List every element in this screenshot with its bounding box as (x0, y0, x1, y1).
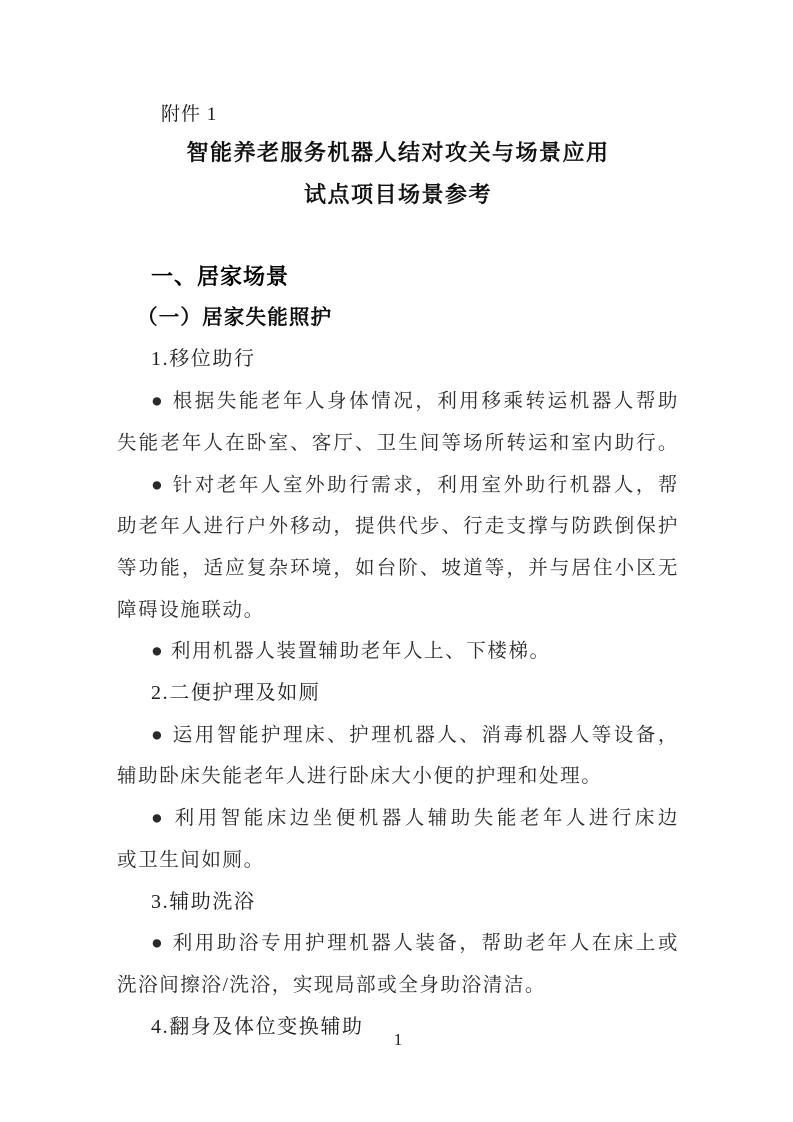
document-title-line-2: 试点项目场景参考 (303, 182, 492, 207)
bullet-paragraph-line: ● 利用助浴专用护理机器人装备，帮助老年人在床上或 (151, 933, 679, 955)
bullet-paragraph-line: ● 运用智能护理床、护理机器人、消毒机器人等设备， (151, 724, 679, 746)
bullet-paragraph-line: ● 利用机器人装置辅助老年人上、下楼梯。 (151, 641, 551, 663)
paragraph-line: 失能老年人在卧室、客厅、卫生间等场所转运和室内助行。 (117, 432, 679, 454)
paragraph-line: 或卫生间如厕。 (117, 849, 265, 871)
bullet-paragraph-line: ● 针对老年人室外助行需求，利用室外助行机器人，帮 (151, 474, 679, 496)
subsection-heading: （一）居家失能照护 (137, 306, 333, 329)
bullet-paragraph-line: ● 利用智能床边坐便机器人辅助失能老年人进行床边 (151, 808, 679, 830)
paragraph-line: 辅助卧床失能老年人进行卧床大小便的护理和处理。 (117, 766, 603, 788)
paragraph-line: 等功能，适应复杂环境，如台阶、坡道等，并与居住小区无 (117, 557, 679, 579)
paragraph-line: 洗浴间擦浴/洗浴，实现局部或全身助浴清洁。 (117, 974, 547, 996)
page-number: 1 (393, 1030, 403, 1049)
document-body (117, 256, 679, 1048)
numbered-heading: 2.二便护理及如厕 (151, 682, 321, 705)
attachment-label: 附件 1 (161, 104, 218, 125)
numbered-heading: 3.辅助洗浴 (151, 890, 256, 913)
paragraph-line: 障碍设施联动。 (117, 599, 265, 621)
numbered-heading: 1.移位助行 (151, 348, 256, 371)
numbered-heading: 4.翻身及体位变换辅助 (151, 1015, 364, 1038)
document-title-line-1: 智能养老服务机器人结对攻关与场景应用 (186, 140, 610, 165)
paragraph-line: 助老年人进行户外移动，提供代步、行走支撑与防跌倒保护 (117, 516, 679, 538)
section-heading: 一、居家场景 (151, 264, 290, 289)
bullet-paragraph-line: ● 根据失能老年人身体情况，利用移乘转运机器人帮助 (151, 391, 679, 413)
